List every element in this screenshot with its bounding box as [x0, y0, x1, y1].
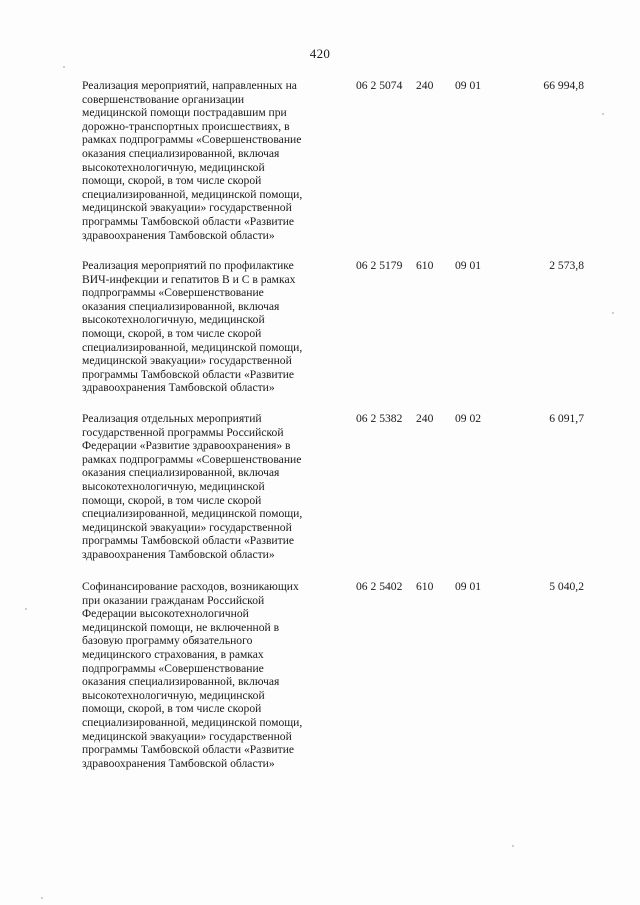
row-description: Реализация отдельных мероприятий государственной программы Российской Федерации «Развитие здравоохранения» в рамках подпрограммы «Совершенствование оказания специализированной, включая высокотехнологичную, медицинской помощи, скорой, в том числе скорой специализированной, медицинской помощи, медицинской эвакуации» государственной программы Тамбовской области «Развитие здравоохранения Тамбовской области» [82, 412, 303, 561]
row-section: 09 01 [455, 79, 482, 92]
row-target-code: 06 2 5382 [356, 412, 403, 425]
row-description: Софинансирование расходов, возникающих при оказании гражданам Российской Федерации высокотехнологичной медицинской помощи, не включенной в базовую программу обязательного медицинского страхования, в рамках подпрограммы «Совершенствование оказания специализированной, включая высокотехнологичную, медицинской помощи, скорой, в том числе скорой специализированной, медицинской помощи, медицинской эвакуации» государственной программы Тамбовской области «Развитие здравоохранения Тамбовской области» [82, 580, 303, 770]
row-description: Реализация мероприятий, направленных на совершенствование организации медицинской помощи пострадавшим при дорожно-транспортных происшествиях, в рамках подпрограммы «Совершенствование оказания специализированной, включая высокотехнологичную, медицинской помощи, скорой, в том числе скорой специализированной, медицинской помощи, медицинской эвакуации» государственной программы Тамбовской области «Развитие здравоохранения Тамбовской области» [82, 79, 303, 242]
row-expense-type: 610 [416, 580, 434, 593]
row-target-code: 06 2 5074 [356, 79, 403, 92]
row-section: 09 01 [455, 580, 482, 593]
scan-speck [63, 66, 65, 68]
row-section: 09 02 [455, 412, 482, 425]
row-amount: 5 040,2 [549, 580, 584, 593]
row-target-code: 06 2 5179 [356, 259, 403, 272]
row-expense-type: 240 [416, 412, 434, 425]
row-amount: 66 994,8 [543, 79, 584, 92]
scan-speck [512, 845, 514, 847]
row-amount: 6 091,7 [549, 412, 584, 425]
row-amount: 2 573,8 [549, 259, 584, 272]
scan-speck [612, 312, 614, 314]
row-expense-type: 610 [416, 259, 434, 272]
scan-speck [41, 897, 43, 899]
scan-speck [602, 113, 604, 115]
scan-speck [25, 608, 27, 610]
row-description: Реализация мероприятий по профилактике ВИЧ-инфекции и гепатитов В и С в рамках подпрограммы «Совершенствование оказания специализированной, включая высокотехнологичную, медицинской помощи, скорой, в том числе скорой специализированной, медицинской помощи, медицинской эвакуации» государственной программы Тамбовской области «Развитие здравоохранения Тамбовской области» [82, 259, 303, 395]
row-section: 09 01 [455, 259, 482, 272]
page-number: 420 [309, 46, 331, 61]
row-target-code: 06 2 5402 [356, 580, 403, 593]
row-expense-type: 240 [416, 79, 434, 92]
